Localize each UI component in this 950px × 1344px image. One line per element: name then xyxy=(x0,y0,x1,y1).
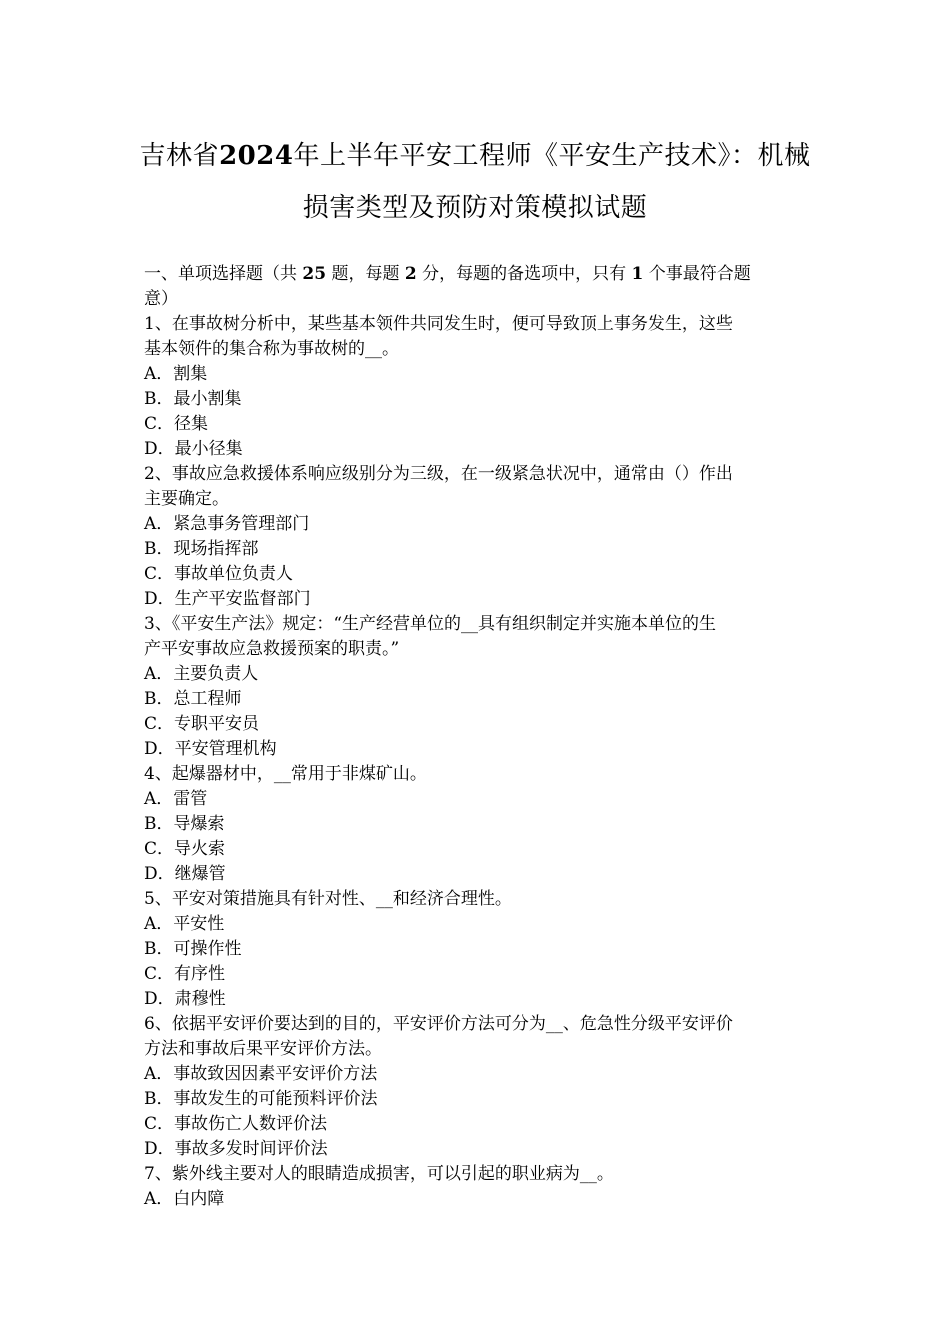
option-item: A．白内障 xyxy=(144,1189,225,1209)
title-year: 2024 xyxy=(219,141,294,171)
option-item: A．割集 xyxy=(144,364,208,384)
title-line-1: 吉林省2024年上半年平安工程师《平安生产技术》：机械 xyxy=(139,141,811,171)
option-item: D．肃穆性 xyxy=(144,989,226,1009)
option-item: C．导火索 xyxy=(144,839,226,859)
option-item: C．径集 xyxy=(144,414,209,434)
question-stem: 7、紫外线主要对人的眼睛造成损害，可以引起的职业病为__。 xyxy=(144,1164,614,1184)
option-item: D．事故多发时间评价法 xyxy=(144,1139,328,1159)
option-item: C．专职平安员 xyxy=(144,714,260,734)
option-item: C．事故单位负责人 xyxy=(144,564,294,584)
option-item: B．事故发生的可能预料评价法 xyxy=(144,1089,378,1109)
option-item: B．现场指挥部 xyxy=(144,539,259,559)
option-item: B．总工程师 xyxy=(144,689,242,709)
option-item: C．有序性 xyxy=(144,964,226,984)
option-item: A．事故致因因素平安评价方法 xyxy=(144,1064,378,1084)
option-item: A．主要负责人 xyxy=(144,664,259,684)
document-title xyxy=(120,130,830,234)
option-item: B．最小割集 xyxy=(144,389,242,409)
question-stem: 2、事故应急救援体系响应级别分为三级，在一级紧急状况中，通常由（）作出 xyxy=(144,464,733,484)
question-stem: 1、在事故树分析中，某些基本领件共同发生时，便可导致顶上事务发生，这些 xyxy=(144,314,733,334)
option-item: D．平安管理机构 xyxy=(144,739,277,759)
question-stem: 6、依据平安评价要达到的目的，平安评价方法可分为__、危急性分级平安评价 xyxy=(144,1014,733,1034)
option-item: D．最小径集 xyxy=(144,439,243,459)
section-heading: 一、单项选择题（共 25 题，每题 2 分，每题的备选项中，只有 1 个事最符合题 xyxy=(144,264,751,284)
question-stem-cont: 方法和事故后果平安评价方法。 xyxy=(144,1039,382,1059)
option-item: A．紧急事务管理部门 xyxy=(144,514,310,534)
question-stem: 3、《平安生产法》规定：“生产经营单位的__具有组织制定并实施本单位的生 xyxy=(144,614,717,634)
question-stem-cont: 产平安事故应急救援预案的职责。” xyxy=(144,639,400,659)
option-item: B．导爆索 xyxy=(144,814,225,834)
question-stem-cont: 主要确定。 xyxy=(144,489,229,509)
question-stem: 5、平安对策措施具有针对性、__和经济合理性。 xyxy=(144,889,512,909)
question-stem-cont: 基本领件的集合称为事故树的__。 xyxy=(144,339,399,359)
option-item: A．雷管 xyxy=(144,789,208,809)
option-item: D．生产平安监督部门 xyxy=(144,589,311,609)
section-heading-cont: 意） xyxy=(144,289,178,309)
document-body xyxy=(144,262,809,1212)
option-item: A．平安性 xyxy=(144,914,225,934)
title-line-2: 损害类型及预防对策模拟试题 xyxy=(302,193,648,223)
option-item: C．事故伤亡人数评价法 xyxy=(144,1114,328,1134)
question-stem: 4、起爆器材中，__常用于非煤矿山。 xyxy=(144,764,427,784)
option-item: B．可操作性 xyxy=(144,939,242,959)
option-item: D．继爆管 xyxy=(144,864,226,884)
